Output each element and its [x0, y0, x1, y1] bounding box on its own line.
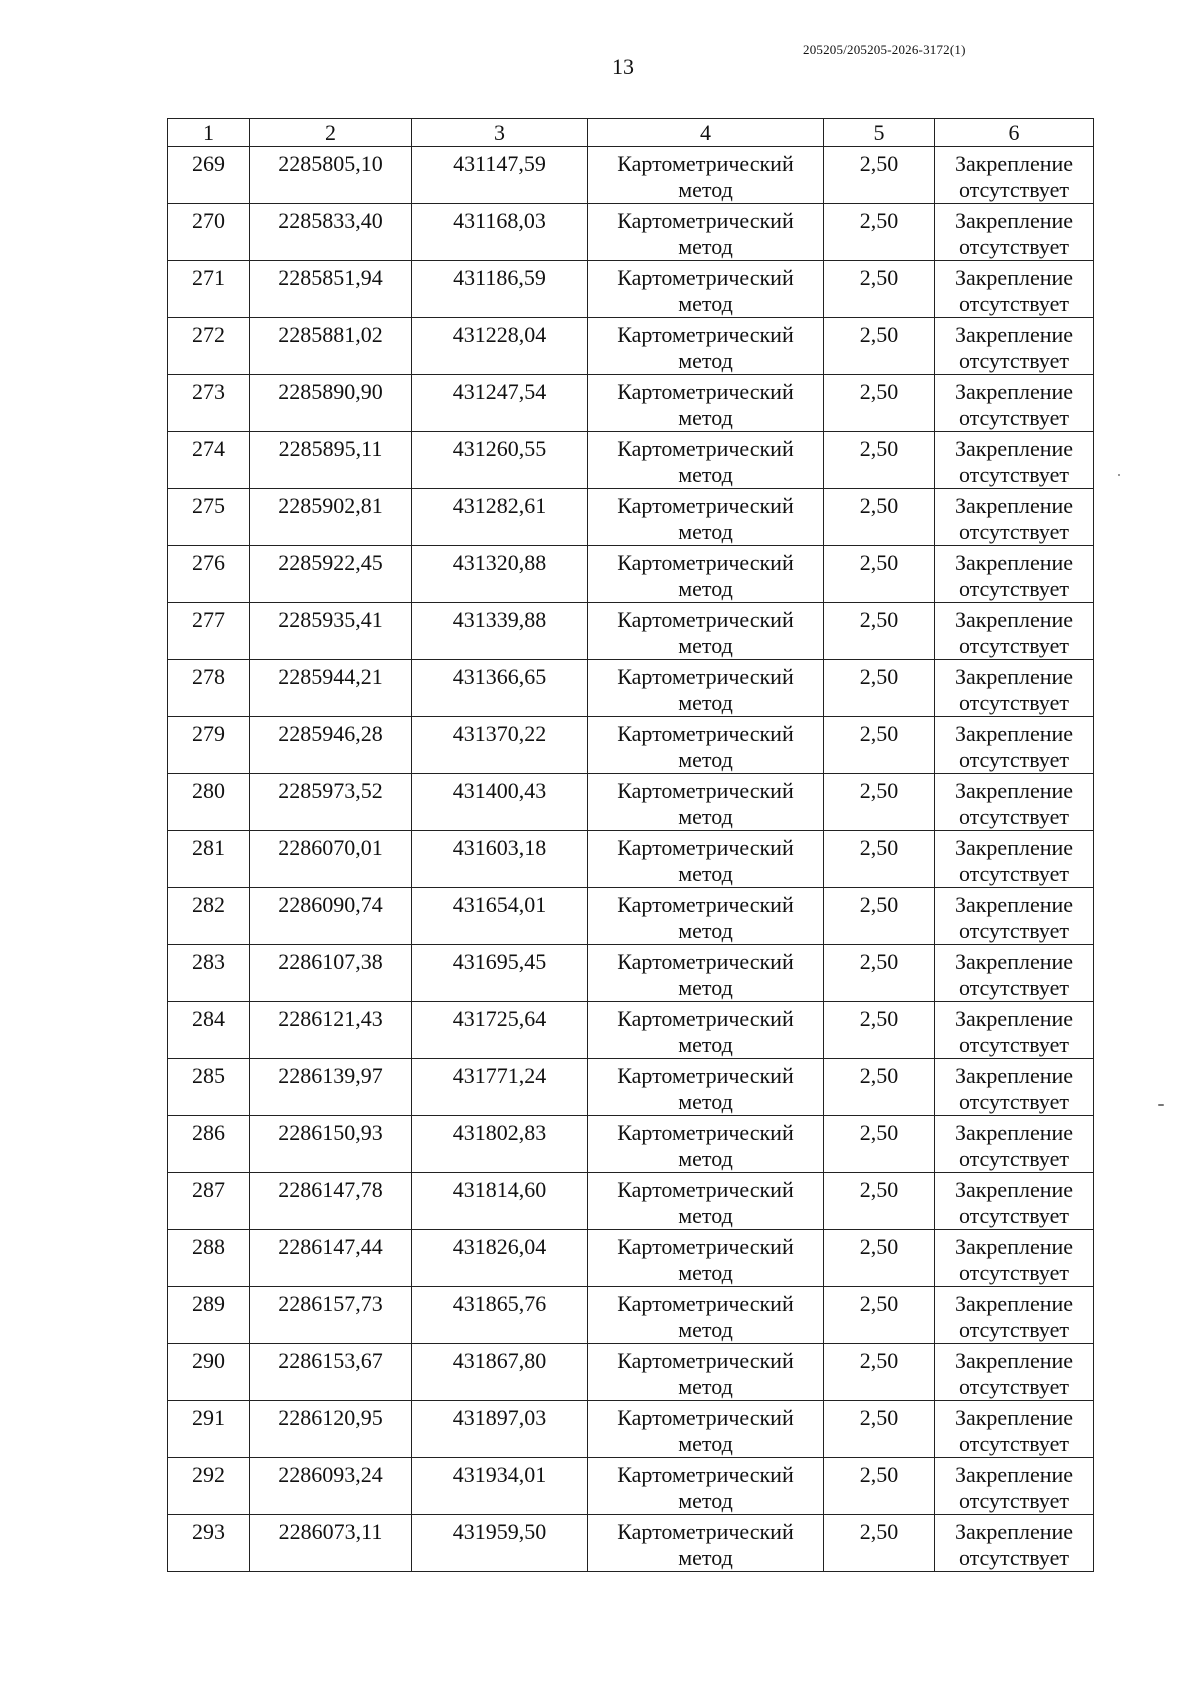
table-row: [168, 261, 1094, 318]
point-number-cell: 287: [168, 1173, 250, 1230]
method-cell: Картометрический метод: [588, 1116, 824, 1173]
method-cell: Картометрический метод: [588, 1287, 824, 1344]
fixation-cell: Закрепление отсутствует: [935, 945, 1094, 1002]
document-reference-number: 205205/205205-2026-3172(1): [803, 42, 966, 57]
x-coordinate-cell: 2286147,44: [250, 1230, 412, 1287]
method-cell: Картометрический метод: [588, 603, 824, 660]
y-coordinate-cell: 431867,80: [412, 1344, 588, 1401]
y-coordinate-cell: 431186,59: [412, 261, 588, 318]
method-cell: Картометрический метод: [588, 1002, 824, 1059]
accuracy-cell: 2,50: [824, 774, 935, 831]
method-cell: Картометрический метод: [588, 945, 824, 1002]
header-row: [168, 119, 1094, 147]
y-coordinate-cell: 431320,88: [412, 546, 588, 603]
table-row: [168, 831, 1094, 888]
table-row: [168, 1344, 1094, 1401]
x-coordinate-cell: 2285881,02: [250, 318, 412, 375]
method-cell: Картометрический метод: [588, 660, 824, 717]
point-number-cell: 275: [168, 489, 250, 546]
x-coordinate-cell: 2285805,10: [250, 147, 412, 204]
fixation-cell: Закрепление отсутствует: [935, 774, 1094, 831]
point-number-cell: 274: [168, 432, 250, 489]
fixation-cell: Закрепление отсутствует: [935, 1287, 1094, 1344]
y-coordinate-cell: 431725,64: [412, 1002, 588, 1059]
x-coordinate-cell: 2285946,28: [250, 717, 412, 774]
method-cell: Картометрический метод: [588, 717, 824, 774]
point-number-cell: 280: [168, 774, 250, 831]
fixation-cell: Закрепление отсутствует: [935, 660, 1094, 717]
table-row: [168, 1173, 1094, 1230]
table-row: [168, 945, 1094, 1002]
accuracy-cell: 2,50: [824, 261, 935, 318]
method-cell: Картометрический метод: [588, 1173, 824, 1230]
table-row: [168, 1116, 1094, 1173]
x-coordinate-cell: 2285973,52: [250, 774, 412, 831]
fixation-cell: Закрепление отсутствует: [935, 1173, 1094, 1230]
fixation-cell: Закрепление отсутствует: [935, 489, 1094, 546]
y-coordinate-cell: 431282,61: [412, 489, 588, 546]
point-number-cell: 286: [168, 1116, 250, 1173]
fixation-cell: Закрепление отсутствует: [935, 204, 1094, 261]
point-number-cell: 271: [168, 261, 250, 318]
method-cell: Картометрический метод: [588, 375, 824, 432]
method-cell: Картометрический метод: [588, 489, 824, 546]
column-header: 3: [412, 119, 588, 147]
table-row: [168, 147, 1094, 204]
accuracy-cell: 2,50: [824, 945, 935, 1002]
fixation-cell: Закрепление отсутствует: [935, 831, 1094, 888]
accuracy-cell: 2,50: [824, 1458, 935, 1515]
y-coordinate-cell: 431370,22: [412, 717, 588, 774]
point-number-cell: 293: [168, 1515, 250, 1572]
y-coordinate-cell: 431147,59: [412, 147, 588, 204]
x-coordinate-cell: 2286147,78: [250, 1173, 412, 1230]
x-coordinate-cell: 2286093,24: [250, 1458, 412, 1515]
accuracy-cell: 2,50: [824, 1344, 935, 1401]
point-number-cell: 278: [168, 660, 250, 717]
x-coordinate-cell: 2285935,41: [250, 603, 412, 660]
method-cell: Картометрический метод: [588, 432, 824, 489]
fixation-cell: Закрепление отсутствует: [935, 375, 1094, 432]
accuracy-cell: 2,50: [824, 603, 935, 660]
y-coordinate-cell: 431802,83: [412, 1116, 588, 1173]
y-coordinate-cell: 431339,88: [412, 603, 588, 660]
method-cell: Картометрический метод: [588, 546, 824, 603]
point-number-cell: 270: [168, 204, 250, 261]
point-number-cell: 269: [168, 147, 250, 204]
method-cell: Картометрический метод: [588, 888, 824, 945]
fixation-cell: Закрепление отсутствует: [935, 1002, 1094, 1059]
table-row: [168, 546, 1094, 603]
x-coordinate-cell: 2286153,67: [250, 1344, 412, 1401]
point-number-cell: 279: [168, 717, 250, 774]
x-coordinate-cell: 2285902,81: [250, 489, 412, 546]
table-row: [168, 489, 1094, 546]
point-number-cell: 284: [168, 1002, 250, 1059]
fixation-cell: Закрепление отсутствует: [935, 1458, 1094, 1515]
accuracy-cell: 2,50: [824, 1116, 935, 1173]
fixation-cell: Закрепление отсутствует: [935, 1401, 1094, 1458]
accuracy-cell: 2,50: [824, 888, 935, 945]
method-cell: Картометрический метод: [588, 1344, 824, 1401]
table-row: [168, 774, 1094, 831]
point-number-cell: 273: [168, 375, 250, 432]
x-coordinate-cell: 2285944,21: [250, 660, 412, 717]
method-cell: Картометрический метод: [588, 261, 824, 318]
point-number-cell: 285: [168, 1059, 250, 1116]
accuracy-cell: 2,50: [824, 717, 935, 774]
accuracy-cell: 2,50: [824, 1401, 935, 1458]
y-coordinate-cell: 431826,04: [412, 1230, 588, 1287]
x-coordinate-cell: 2286107,38: [250, 945, 412, 1002]
column-header: 4: [588, 119, 824, 147]
fixation-cell: Закрепление отсутствует: [935, 603, 1094, 660]
fixation-cell: Закрепление отсутствует: [935, 546, 1094, 603]
method-cell: Картометрический метод: [588, 1401, 824, 1458]
x-coordinate-cell: 2286070,01: [250, 831, 412, 888]
table-row: [168, 660, 1094, 717]
accuracy-cell: 2,50: [824, 1230, 935, 1287]
accuracy-cell: 2,50: [824, 660, 935, 717]
table-row: [168, 432, 1094, 489]
x-coordinate-cell: 2286090,74: [250, 888, 412, 945]
y-coordinate-cell: 431247,54: [412, 375, 588, 432]
column-header: 5: [824, 119, 935, 147]
point-number-cell: 276: [168, 546, 250, 603]
accuracy-cell: 2,50: [824, 318, 935, 375]
coordinates-table: [167, 118, 1094, 1572]
table-row: [168, 1458, 1094, 1515]
fixation-cell: Закрепление отсутствует: [935, 1344, 1094, 1401]
table-row: [168, 1230, 1094, 1287]
accuracy-cell: 2,50: [824, 489, 935, 546]
point-number-cell: 291: [168, 1401, 250, 1458]
y-coordinate-cell: 431400,43: [412, 774, 588, 831]
fixation-cell: Закрепление отсутствует: [935, 432, 1094, 489]
x-coordinate-cell: 2285890,90: [250, 375, 412, 432]
accuracy-cell: 2,50: [824, 546, 935, 603]
method-cell: Картометрический метод: [588, 147, 824, 204]
accuracy-cell: 2,50: [824, 1002, 935, 1059]
y-coordinate-cell: 431260,55: [412, 432, 588, 489]
point-number-cell: 272: [168, 318, 250, 375]
point-number-cell: 290: [168, 1344, 250, 1401]
table-row: [168, 1401, 1094, 1458]
x-coordinate-cell: 2286121,43: [250, 1002, 412, 1059]
fixation-cell: Закрепление отсутствует: [935, 717, 1094, 774]
method-cell: Картометрический метод: [588, 1059, 824, 1116]
column-header: 6: [935, 119, 1094, 147]
table-row: [168, 204, 1094, 261]
accuracy-cell: 2,50: [824, 432, 935, 489]
accuracy-cell: 2,50: [824, 1173, 935, 1230]
table-row: [168, 603, 1094, 660]
y-coordinate-cell: 431695,45: [412, 945, 588, 1002]
accuracy-cell: 2,50: [824, 1515, 935, 1572]
point-number-cell: 282: [168, 888, 250, 945]
method-cell: Картометрический метод: [588, 318, 824, 375]
x-coordinate-cell: 2286150,93: [250, 1116, 412, 1173]
method-cell: Картометрический метод: [588, 1515, 824, 1572]
y-coordinate-cell: 431771,24: [412, 1059, 588, 1116]
fixation-cell: Закрепление отсутствует: [935, 1230, 1094, 1287]
table-row: [168, 1515, 1094, 1572]
x-coordinate-cell: 2285895,11: [250, 432, 412, 489]
y-coordinate-cell: 431865,76: [412, 1287, 588, 1344]
fixation-cell: Закрепление отсутствует: [935, 261, 1094, 318]
method-cell: Картометрический метод: [588, 774, 824, 831]
y-coordinate-cell: 431814,60: [412, 1173, 588, 1230]
point-number-cell: 281: [168, 831, 250, 888]
y-coordinate-cell: 431934,01: [412, 1458, 588, 1515]
fixation-cell: Закрепление отсутствует: [935, 147, 1094, 204]
accuracy-cell: 2,50: [824, 1287, 935, 1344]
table-body: [168, 147, 1094, 1572]
accuracy-cell: 2,50: [824, 831, 935, 888]
fixation-cell: Закрепление отсутствует: [935, 1515, 1094, 1572]
y-coordinate-cell: 431168,03: [412, 204, 588, 261]
point-number-cell: 289: [168, 1287, 250, 1344]
method-cell: Картометрический метод: [588, 831, 824, 888]
table-row: [168, 1287, 1094, 1344]
fixation-cell: Закрепление отсутствует: [935, 318, 1094, 375]
scan-speck: [1158, 1104, 1164, 1106]
table-row: [168, 375, 1094, 432]
y-coordinate-cell: 431603,18: [412, 831, 588, 888]
x-coordinate-cell: 2285922,45: [250, 546, 412, 603]
method-cell: Картометрический метод: [588, 1230, 824, 1287]
x-coordinate-cell: 2286073,11: [250, 1515, 412, 1572]
table-row: [168, 1002, 1094, 1059]
x-coordinate-cell: 2285833,40: [250, 204, 412, 261]
table-row: [168, 888, 1094, 945]
y-coordinate-cell: 431654,01: [412, 888, 588, 945]
fixation-cell: Закрепление отсутствует: [935, 888, 1094, 945]
point-number-cell: 292: [168, 1458, 250, 1515]
accuracy-cell: 2,50: [824, 147, 935, 204]
accuracy-cell: 2,50: [824, 1059, 935, 1116]
method-cell: Картометрический метод: [588, 204, 824, 261]
column-header: 2: [250, 119, 412, 147]
accuracy-cell: 2,50: [824, 375, 935, 432]
table-header: [168, 119, 1094, 147]
y-coordinate-cell: 431228,04: [412, 318, 588, 375]
x-coordinate-cell: 2286157,73: [250, 1287, 412, 1344]
table-row: [168, 717, 1094, 774]
table-row: [168, 1059, 1094, 1116]
table-row: [168, 318, 1094, 375]
point-number-cell: 277: [168, 603, 250, 660]
page-number: 13: [612, 54, 634, 79]
fixation-cell: Закрепление отсутствует: [935, 1116, 1094, 1173]
y-coordinate-cell: 431959,50: [412, 1515, 588, 1572]
accuracy-cell: 2,50: [824, 204, 935, 261]
method-cell: Картометрический метод: [588, 1458, 824, 1515]
y-coordinate-cell: 431366,65: [412, 660, 588, 717]
point-number-cell: 283: [168, 945, 250, 1002]
x-coordinate-cell: 2286139,97: [250, 1059, 412, 1116]
x-coordinate-cell: 2285851,94: [250, 261, 412, 318]
x-coordinate-cell: 2286120,95: [250, 1401, 412, 1458]
scan-speck: [1118, 474, 1120, 476]
column-header: 1: [168, 119, 250, 147]
point-number-cell: 288: [168, 1230, 250, 1287]
fixation-cell: Закрепление отсутствует: [935, 1059, 1094, 1116]
y-coordinate-cell: 431897,03: [412, 1401, 588, 1458]
